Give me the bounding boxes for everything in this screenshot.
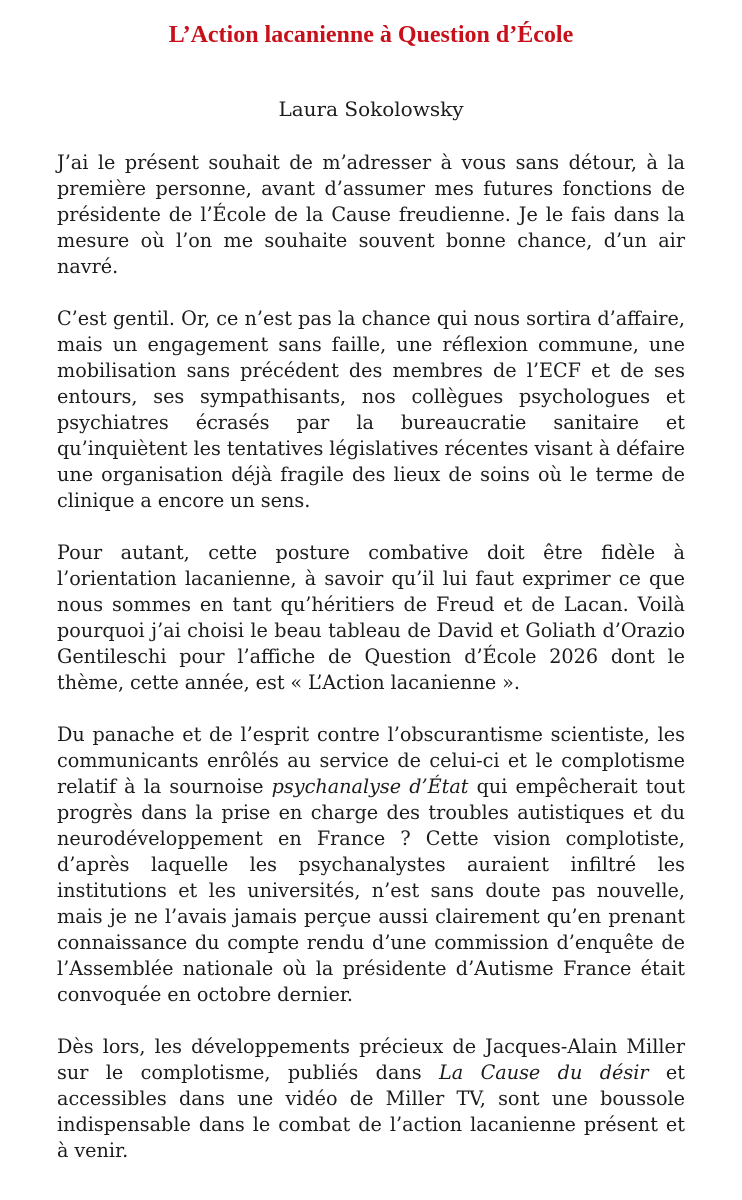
article-body [57,150,685,1164]
paragraph-1: J’ai le présent souhait de m’adresser à vous sans détour, à la première personne, avant d’assumer mes futures fonctions de présidente de l’École de la Cause freudienne. Je le fais dans la mesure où l’on me souhaite souvent bonne chance, d’un air navré. [57,151,685,278]
paragraph-5-text-a: Dès lors, les développements précieux de Jacques-Alain Miller sur le complotisme, publiés dans [57,1035,685,1084]
italic-title-la-cause-du-desir: La Cause du désir [439,1061,649,1084]
paragraph-2: C’est gentil. Or, ce n’est pas la chance qui nous sortira d’affaire, mais un engagement sans faille, une réflexion commune, une mobilisation sans précédent des membres de l’ECF et de ses entours, ses sympathisants, nos collègues psychologues et psychiatres écrasés par la bureaucratie sanitaire et qu’inquiètent les tentatives législatives récentes visant à défaire une organisation déjà fragile des lieux de soins où le terme de clinique a encore un sens. [57,307,685,512]
paragraph-4 [57,722,685,1008]
italic-phrase-psychanalyse-detat: psychanalyse d’État [271,775,469,798]
paragraph-4-text-a: Du panache et de l’esprit contre l’obscurantisme scientiste, les communicants enrôlés au service de celui-ci et le complotisme relatif à la sournoise [57,723,685,798]
article-title: L’Action lacanienne à Question d’École [168,22,574,48]
paragraph-4-text-b: qui empêcherait tout progrès dans la prise en charge des troubles autistiques et du neurodéveloppement en France ? Cette vision complotiste, d’après laquelle les psychanalystes auraient infiltré les institutions et les universités, n’est sans doute pas nouvelle, mais je ne l’avais jamais perçue aussi clairement qu’en prenant connaissance du compte rendu d’une commission d’enquête de l’Assemblée nationale où la présidente d’Autisme France était convoquée en octobre dernier. [57,775,685,1006]
article-author: Laura Sokolowsky [278,97,464,121]
paragraph-3: Pour autant, cette posture combative doit être fidèle à l’orientation lacanienne, à savoir qu’il lui faut exprimer ce que nous sommes en tant qu’héritiers de Freud et de Lacan. Voilà pourquoi j’ai choisi le beau tableau de David et Goliath d’Orazio Gentileschi pour l’affiche de Question d’École 2026 dont le thème, cette année, est « L’Action lacanienne ». [57,541,685,694]
paragraph-5 [57,1034,685,1164]
paragraph-5-text-b: et accessibles dans une vidéo de Miller TV, sont une boussole indispensable dans le combat de l’action lacanienne présent et à venir. [57,1061,685,1162]
